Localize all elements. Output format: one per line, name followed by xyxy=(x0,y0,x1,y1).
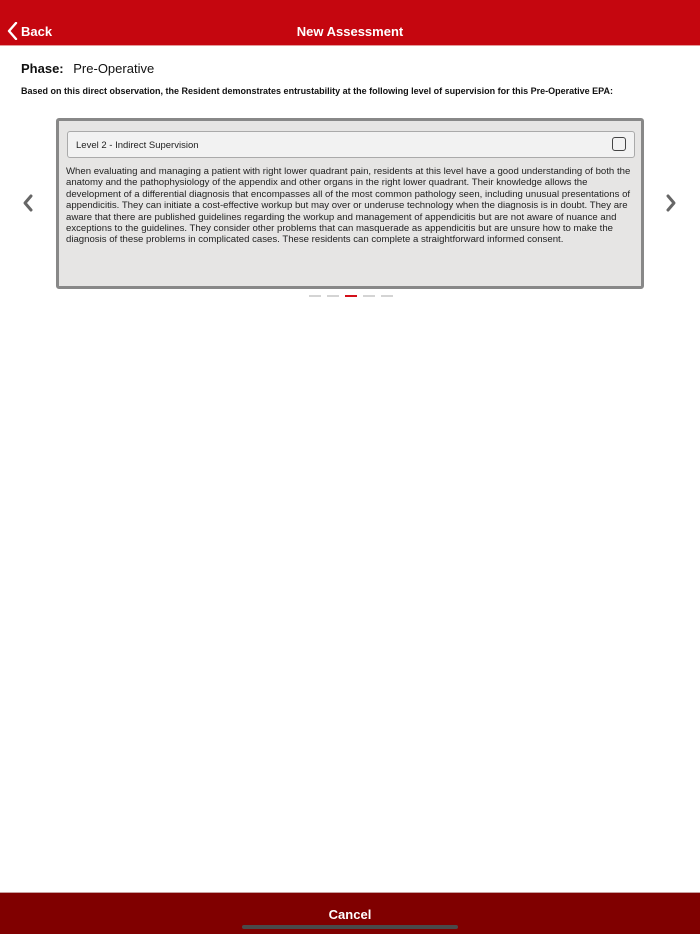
page-indicator xyxy=(309,295,393,297)
supervision-level-card xyxy=(56,118,644,289)
level-description: When evaluating and managing a patient with right lower quadrant pain, residents at this level have a good understanding of both the anatomy and the pathophysiology of the appendix and other organs in the right lower quadrant. Their knowledge allows the development of a differential diagnosis that encompasses all of the most common pathology seen, including unusual presentations of appendicitis. They can initiate a cost-effective workup but may over or underuse technology when the diagnosis is in doubt. They are aware that there are published guidelines regarding the workup and management of appendicitis but are not aware of nuance and exceptions to the guidelines. They consider other problems that can masquerade as appendicitis but are unsure how to make the diagnosis of these problems in complicated cases. These residents can complete a straightforward informed consent. xyxy=(66,166,631,246)
back-label: Back xyxy=(21,23,53,39)
next-level-button[interactable] xyxy=(663,193,679,213)
chevron-right-icon xyxy=(663,193,679,213)
navigation-bar xyxy=(0,0,700,46)
level-title: Level 2 - Indirect Supervision xyxy=(76,140,199,151)
level-select-row[interactable] xyxy=(67,131,635,158)
phase-label: Phase: xyxy=(21,61,64,76)
previous-level-button[interactable] xyxy=(20,193,36,213)
page-dot-2[interactable] xyxy=(327,295,339,297)
cancel-button[interactable]: Cancel xyxy=(328,907,372,922)
home-indicator xyxy=(242,925,458,929)
instruction-text: Based on this direct observation, the Resident demonstrates entrustability at the following level of supervision for this Pre-Operative EPA: xyxy=(21,86,613,96)
phase-value: Pre-Operative xyxy=(73,61,155,76)
chevron-left-icon xyxy=(20,193,36,213)
page-dot-5[interactable] xyxy=(381,295,393,297)
page-dot-1[interactable] xyxy=(309,295,321,297)
level-checkbox[interactable] xyxy=(612,137,626,151)
page-dot-3-active[interactable] xyxy=(345,295,357,297)
page-dot-4[interactable] xyxy=(363,295,375,297)
phase-row xyxy=(21,61,154,76)
page-title: New Assessment xyxy=(296,24,404,39)
footer-bar xyxy=(0,892,700,934)
